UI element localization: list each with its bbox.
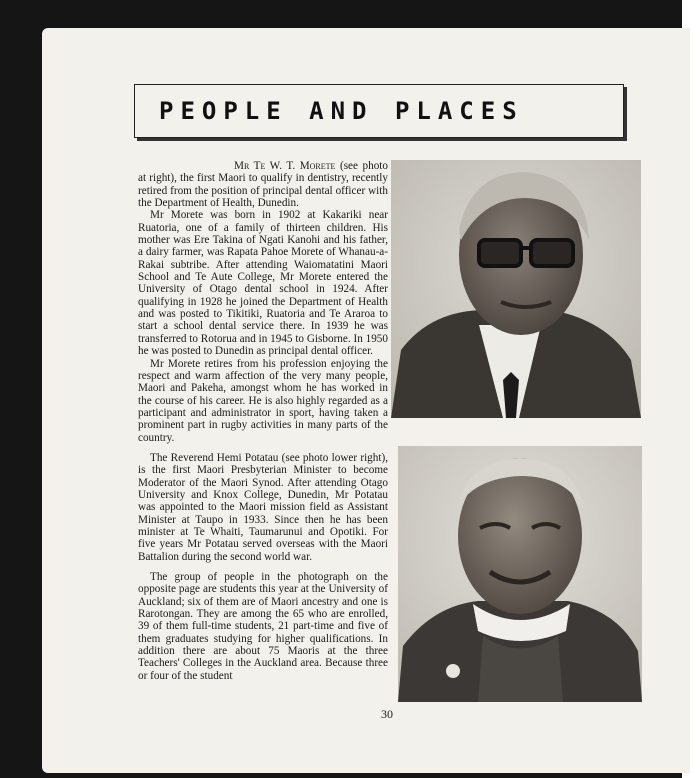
page-number: 30 xyxy=(381,707,393,721)
article-paragraph: The group of people in the photograph on the opposite page are students this year at the University of Auckland; six of them are of Maori ancestry and one is Rarotongan. They are among the 65 who are enrolled, 39 of them full-time students, 21 part-time and five of them graduates studying for higher qualifications. In addition there are about 75 Maoris at the three Teachers' Colleges in the Auckland area. Because three or four of the student xyxy=(138,571,388,682)
article-paragraph: Mr Te W. T. Morete (see photo at right), the first Maori to qualify in dentistry, recently retired from the position of principal dental officer with the Department of Health, Dunedin. xyxy=(138,160,388,210)
article-paragraph: Mr Morete retires from his profession enjoying the respect and warm affection of the very many people, Maori and Pakeha, amongst whom he has worked in the course of his career. He is also highly regarded as a participant and administrator in sport, having taken a prominent part in rugby activities in many parts of the country. xyxy=(138,357,388,444)
article-column xyxy=(138,160,388,682)
article-paragraph: Mr Morete was born in 1902 at Kakariki near Ruatoria, one of a family of thirteen children. His mother was Ere Takina of Ngati Kanohi and his father, a dairy farmer, was Rapata Pahoe Morete of Whanau-a-Rakai subtribe. After attending Waiomatatini Maori School and Te Aute College, Mr Morete entered the University of Otago dental school in 1924. After qualifying in 1928 he joined the Department of Health and was posted to Tikitiki, Ruatoria and Te Araroa to start a school dental service there. In 1939 he was transferred to Rotorua and in 1945 to Gisborne. In 1950 he was posted to Dunedin as principal dental officer. xyxy=(138,209,388,358)
article-paragraph: The Reverend Hemi Potatau (see photo lower right), is the first Maori Presbyterian Minister to become Moderator of the Maori Synod. After attending Otago University and Knox College, Dunedin, Mr Potatau was appointed to the Maori mission field as Assistant Minister at Taupo in 1933. Since then he has been minister at Te Whaiti, Taumarunui and Opotiki. For five years Mr Potatau served overseas with the Maori Battalion during the second world war. xyxy=(138,451,388,563)
lead-name: Mr Te W. T. Morete xyxy=(234,160,336,172)
portrait-photo-potatau xyxy=(398,446,642,702)
page-heading: PEOPLE AND PLACES xyxy=(159,97,524,125)
heading-box xyxy=(134,84,624,138)
portrait-photo-morete xyxy=(391,160,641,418)
